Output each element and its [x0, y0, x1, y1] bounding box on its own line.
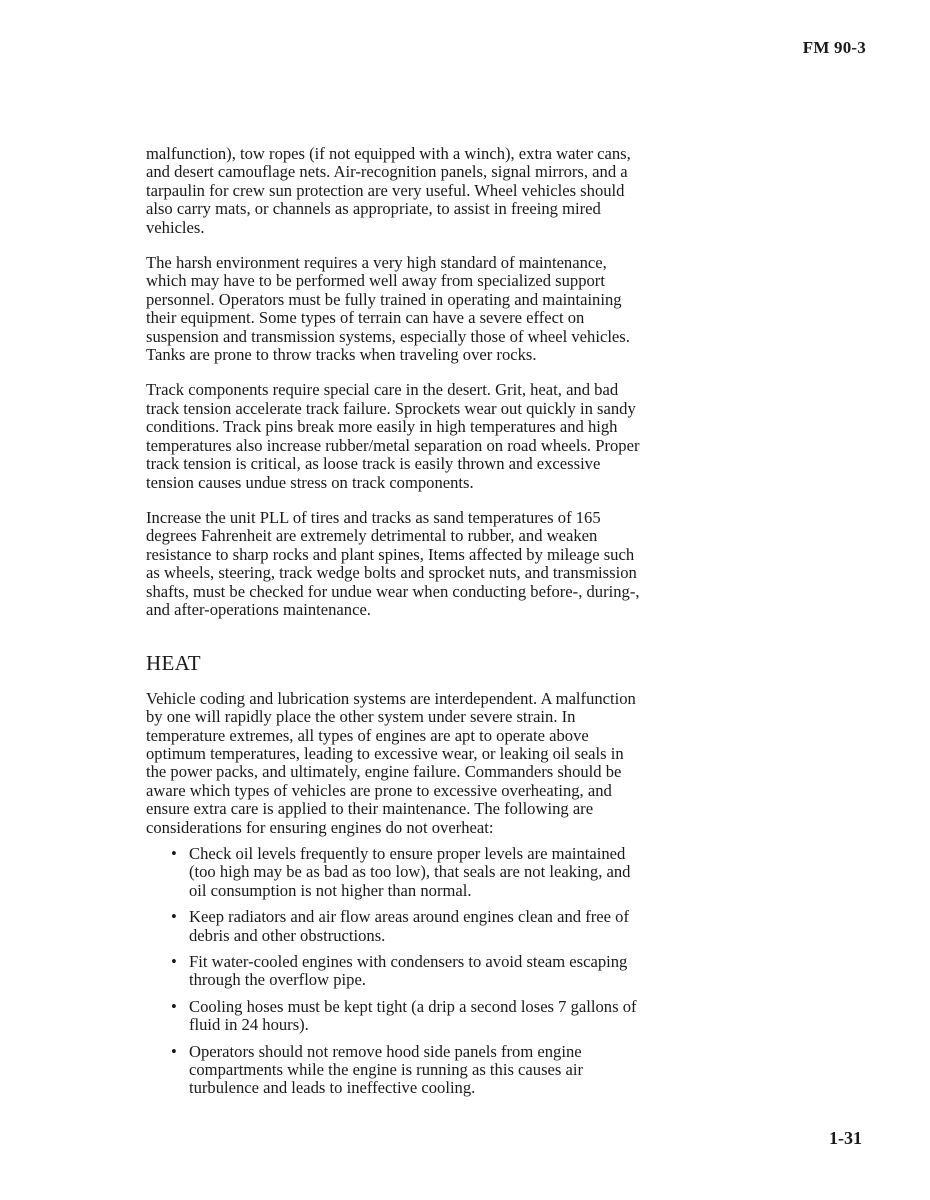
- document-id: FM 90-3: [802, 38, 866, 57]
- list-item: [146, 953, 646, 990]
- list-item: [146, 1043, 646, 1098]
- bullet-marker: •: [171, 844, 177, 863]
- bullet-marker: •: [171, 1041, 177, 1061]
- list-item-text: Cooling hoses must be kept tight (a drip a second loses 7 gallons of fluid in 24 hours).: [189, 996, 637, 1035]
- list-item-text: Fit water-cooled engines with condensers to avoid steam escaping through the overflow pipe.: [189, 952, 628, 990]
- paragraph-heat-intro: Vehicle coding and lubrication systems are interdependent. A malfunction by one will rapidly place the other system under severe strain. In temperature extremes, all types of engines are apt to operate above optimum temperatures, leading to excessive wear, or leaking oil seals in the power packs, and ultimately, engine failure. Commanders should be aware which types of vehicles are prone to excessive overheating, and ensure extra care is applied to their maintenance. The following are considerations for ensuring engines do not overheat:: [146, 688, 636, 837]
- list-item-text: Operators should not remove hood side panels from engine compartments while the engine is running as this causes air turbulence and leads to ineffective cooling.: [189, 1041, 584, 1098]
- section-heading-heat: HEAT: [146, 651, 201, 676]
- list-item: [146, 845, 646, 900]
- paragraph-equipment: malfunction), tow ropes (if not equipped with a winch), extra water cans, and desert camouflage nets. Air-recognition panels, signal mirrors, and a tarpaulin for crew sun protection are very useful. Wheel vehicles should also carry mats, or channels as appropriate, to assist in freeing mired vehicles.: [146, 144, 631, 237]
- bullet-marker: •: [171, 996, 177, 1016]
- list-item: [146, 998, 646, 1035]
- bullet-marker: •: [171, 907, 177, 927]
- paragraph-maintenance: The harsh environment requires a very high standard of maintenance, which may have to be performed well away from specialized support personnel. Operators must be fully trained in operating and maintaining their equipment. Some types of terrain can have a severe effect on suspension and transmission systems, especially those of wheel vehicles. Tanks are prone to throw tracks when traveling over rocks.: [146, 253, 630, 365]
- bullet-list: [146, 845, 646, 1098]
- list-item-text: Keep radiators and air flow areas around engines clean and free of debris and other obstructions.: [189, 907, 629, 945]
- list-item: [146, 908, 646, 945]
- paragraph-track-components: Track components require special care in the desert. Grit, heat, and bad track tension accelerate track failure. Sprockets wear out quickly in sandy conditions. Track pins break more easily in high temperatures and high temperatures also increase rubber/metal separation on road wheels. Proper track tension is critical, as loose track is easily thrown and excessive tension causes undue stress on track components.: [146, 380, 640, 492]
- page-number: 1-31: [829, 1128, 862, 1148]
- list-item-text: Check oil levels frequently to ensure proper levels are maintained (too high may be as bad as too low), that seals are not leaking, and oil consumption is not higher than normal.: [189, 844, 631, 900]
- paragraph-pll: Increase the unit PLL of tires and tracks as sand temperatures of 165 degrees Fahrenheit are extremely detrimental to rubber, and weaken resistance to sharp rocks and plant spines, Items affected by mileage such as wheels, steering, track wedge bolts and sprocket nuts, and transmission shafts, must be checked for undue wear when conducting before-, during-, and after-operations maintenance.: [146, 507, 640, 619]
- bullet-marker: •: [171, 952, 177, 972]
- page-body: [146, 145, 646, 1106]
